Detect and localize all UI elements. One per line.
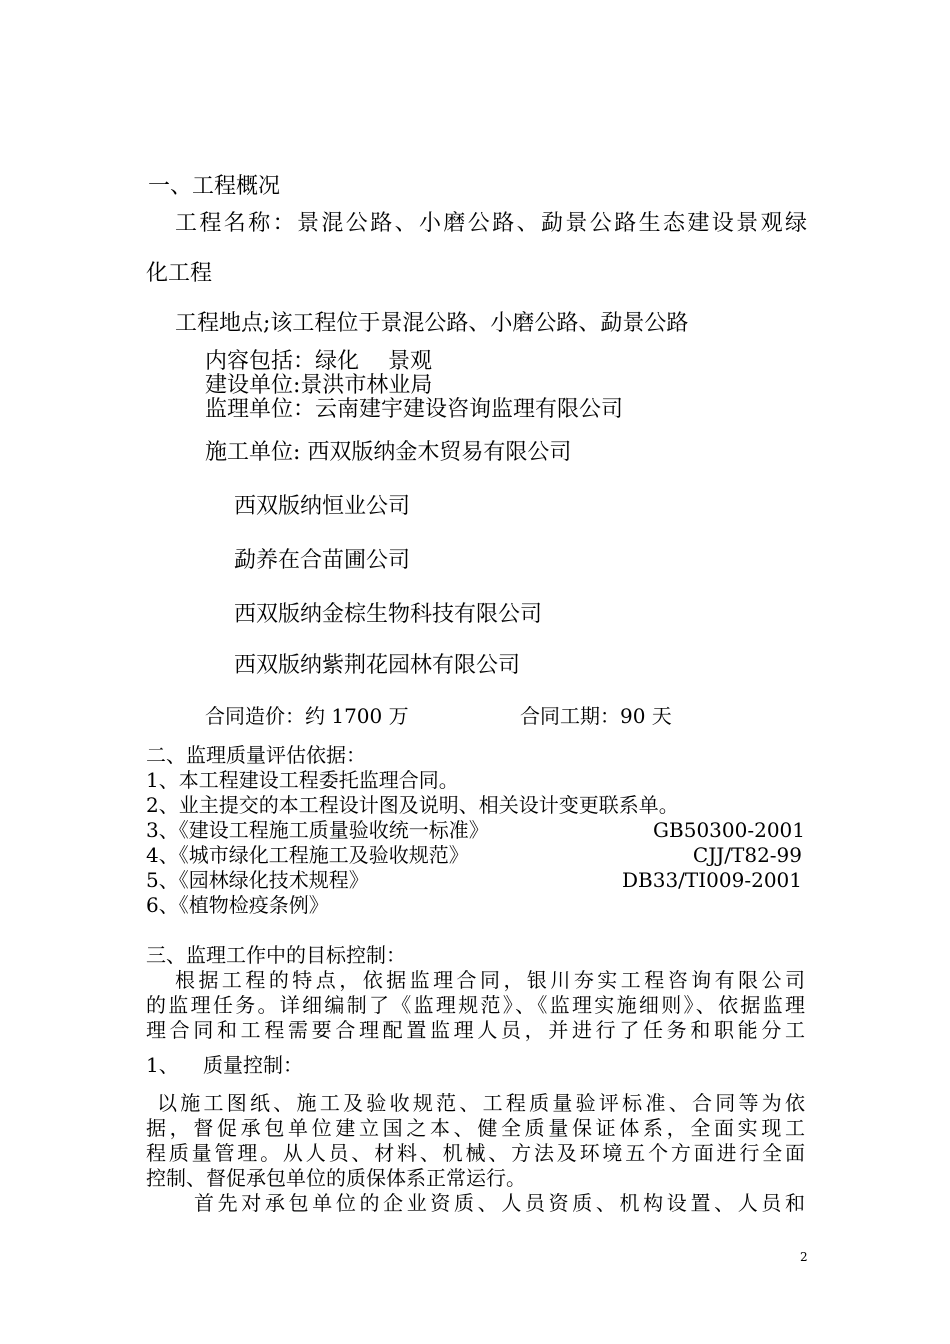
contractor-unit: 施工单位: 西双版纳金木贸易有限公司 <box>205 440 572 465</box>
paragraph-line: 以施工图纸、施工及验收规范、工程质量验评标准、合同等为依 <box>157 1091 805 1115</box>
paragraph-line: 的监理任务。详细编制了《监理规范》、《监理实施细则》、依据监理 <box>146 993 805 1017</box>
section3-heading: 三、监理工作中的目标控制： <box>146 943 406 967</box>
basis-item: 2、业主提交的本工程设计图及说明、相关设计变更联系单。 <box>146 793 679 817</box>
basis-item: 1、本工程建设工程委托监理合同。 <box>146 768 459 792</box>
paragraph-line: 根据工程的特点，依据监理合同，银川夯实工程咨询有限公司 <box>175 968 805 992</box>
contractor-item: 西双版纳紫荆花园林有限公司 <box>234 653 521 678</box>
project-name-line2: 化工程 <box>146 261 213 286</box>
supervisor-unit: 监理单位：云南建宇建设咨询监理有限公司 <box>205 397 624 422</box>
page-number: 2 <box>800 1250 808 1264</box>
section2-heading: 二、监理质量评估依据： <box>146 743 366 767</box>
contractor-item: 勐养在合苗圃公司 <box>234 548 411 573</box>
basis-item-code: CJJ/T82-99 <box>692 843 802 867</box>
project-name-line1: 工程名称：景混公路、小磨公路、勐景公路生态建设景观绿 <box>175 211 807 236</box>
paragraph-line: 理合同和工程需要合理配置监理人员，并进行了任务和职能分工 <box>146 1018 805 1042</box>
project-content: 内容包括：绿化 景观 <box>205 349 432 374</box>
basis-item: 5、《园林绿化技术规程》 <box>146 868 369 892</box>
basis-item: 4、《城市绿化工程施工及验收规范》 <box>146 843 469 867</box>
section1-heading: 一、工程概况 <box>148 174 281 199</box>
paragraph-line: 控制、督促承包单位的质保体系正常运行。 <box>146 1166 526 1190</box>
paragraph-line: 据，督促承包单位建立国之本、健全质量保证体系，全面实现工 <box>146 1116 805 1140</box>
subsection-number: 1、 <box>146 1053 179 1077</box>
contractor-item: 西双版纳金棕生物科技有限公司 <box>234 602 543 627</box>
contract-duration: 合同工期：90 天 <box>520 704 672 728</box>
subsection-title: 质量控制： <box>203 1053 303 1077</box>
basis-item: 3、《建设工程施工质量验收统一标准》 <box>146 818 489 842</box>
basis-item: 6、《植物检疫条例》 <box>146 893 329 917</box>
contractor-item: 西双版纳恒业公司 <box>234 494 411 519</box>
owner-unit: 建设单位:景洪市林业局 <box>205 373 433 398</box>
basis-item-code: GB50300-2001 <box>653 818 805 842</box>
paragraph-line: 首先对承包单位的企业资质、人员资质、机构设置、人员和 <box>194 1191 805 1215</box>
paragraph-line: 程质量管理。从人员、材料、机械、方法及环境五个方面进行全面 <box>146 1141 805 1165</box>
contract-price: 合同造价：约 1700 万 <box>205 704 409 728</box>
project-location: 工程地点;该工程位于景混公路、小磨公路、勐景公路 <box>175 311 689 336</box>
basis-item-code: DB33/TI009-2001 <box>622 868 802 892</box>
